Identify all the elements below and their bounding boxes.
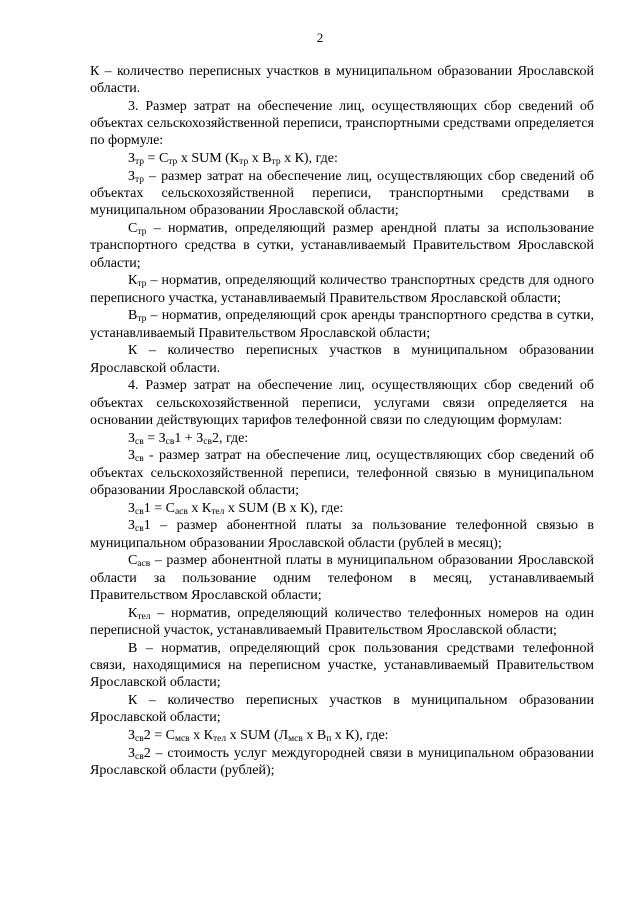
paragraph-text: К – количество переписных участков в муниципальном образовании Ярославской области. — [90, 343, 594, 376]
subscript: тр — [135, 175, 145, 185]
paragraph-text: К – количество переписных участков в муниципальном образовании Ярославской области. — [90, 64, 594, 97]
subscript: тр — [137, 227, 147, 238]
paragraph — [90, 342, 594, 376]
paragraph-text: х SUM (К — [177, 151, 240, 167]
subscript: тел — [213, 733, 227, 744]
paragraph-text: З — [128, 745, 136, 761]
subscript: тр — [137, 314, 147, 325]
paragraph — [90, 447, 594, 499]
paragraph-text: З — [128, 169, 136, 184]
subscript: св — [165, 436, 175, 447]
document-body — [90, 63, 594, 780]
paragraph-text: х В — [248, 151, 272, 167]
paragraph-text: – норматив, определяющий количество транспортных средств для одного переписного участка, устанавливаемый Правительством Ярославской области; — [90, 273, 594, 306]
subscript: св — [135, 733, 144, 744]
subscript: тр — [168, 157, 178, 168]
paragraph-text: – размер затрат на обеспечение лиц, осуществляющих сбор сведений об объектах сельскохозяйственной переписи, транспортными средствами в муниципальном образовании Ярославской области; — [90, 169, 594, 219]
paragraph-text: К — [128, 273, 138, 289]
paragraph-text: З — [128, 518, 136, 534]
subscript: мсв — [174, 733, 190, 744]
subscript: св — [135, 506, 144, 517]
paragraph — [90, 220, 594, 272]
paragraph — [90, 63, 594, 97]
paragraph — [90, 605, 594, 639]
paragraph-text: х В — [302, 727, 327, 743]
paragraph-text: х К), где: — [280, 151, 338, 167]
paragraph — [90, 307, 594, 341]
subscript: св — [135, 436, 144, 447]
paragraph — [90, 500, 594, 517]
subscript: асв — [174, 506, 188, 517]
paragraph-text: З — [128, 151, 136, 167]
subscript: св — [203, 436, 212, 447]
subscript: тр — [135, 157, 145, 168]
paragraph-text: С — [128, 221, 138, 237]
paragraph-text: = С — [144, 151, 169, 167]
paragraph-text: х К — [187, 500, 212, 516]
paragraph-text: В — [128, 308, 138, 324]
paragraph-text: – норматив, определяющий срок аренды транспортного средства в сутки, устанавливаемый Правительством Ярославской области; — [90, 308, 594, 341]
paragraph — [90, 150, 594, 167]
subscript: св — [135, 524, 144, 535]
subscript: тр — [271, 157, 281, 168]
subscript: тр — [239, 157, 249, 168]
paragraph-text: 2, где: — [211, 430, 249, 446]
subscript: п — [326, 733, 332, 744]
page-number: 2 — [316, 30, 324, 45]
subscript: св — [135, 751, 144, 762]
paragraph — [90, 640, 594, 692]
paragraph-text: З — [128, 500, 136, 516]
paragraph-text: В – норматив, определяющий срок пользования средствами телефонной связи, находящимися на переписном участке, устанавливаемый Правительством Ярославской области; — [90, 640, 594, 691]
paragraph — [90, 98, 594, 150]
paragraph-text: х SUM (Л — [226, 727, 289, 743]
paragraph — [90, 552, 594, 604]
paragraph-text: 1 + З — [174, 430, 204, 446]
paragraph — [90, 692, 594, 726]
paragraph — [90, 168, 594, 220]
paragraph-text: 1 = С — [143, 500, 175, 516]
paragraph-text: 4. Размер затрат на обеспечение лиц, осуществляющих сбор сведений об объектах сельскохозяйственной переписи, услугами связи определяется на основании действующих тарифов телефонной связи по следующим формулам: — [90, 378, 594, 428]
paragraph-text: К — [128, 605, 138, 621]
paragraph-text: х К), где: — [331, 727, 389, 743]
paragraph-text: 2 = С — [143, 727, 175, 743]
paragraph-text: З — [128, 727, 136, 743]
paragraph-text: 1 – размер абонентной платы за пользование телефонной связью в муниципальном образовании Ярославской области (рублей в месяц); — [90, 518, 594, 551]
paragraph-text: - размер затрат на обеспечение лиц, осуществляющих сбор сведений об объектах сельскохозяйственной переписи, телефонной связью в муниципальном образовании Ярославской области; — [90, 448, 594, 498]
paragraph-text: К – количество переписных участков в муниципальном образовании Ярославской области; — [90, 692, 594, 726]
paragraph-text: – размер абонентной платы в муниципальном образовании Ярославской области за пользование одним телефоном в месяц, устанавливаемый Правительством Ярославской области; — [90, 553, 594, 603]
paragraph — [90, 517, 594, 551]
paragraph-text: – норматив, определяющий размер арендной платы за использование транспортного средства в сутки, устанавливаемый Правительством Ярославской области; — [90, 221, 594, 271]
paragraph-text: З — [128, 448, 136, 464]
paragraph-text: 3. Размер затрат на обеспечение лиц, осуществляющих сбор сведений об объектах сельскохозяйственной переписи, транспортными средствами определяется по формуле: — [90, 99, 594, 149]
subscript: тел — [137, 611, 151, 622]
paragraph-text: = З — [143, 430, 166, 446]
paragraph-text: 2 – стоимость услуг междугородней связи в муниципальном образовании Ярославской области (рублей); — [90, 745, 594, 778]
paragraph-text: – норматив, определяющий количество телефонных номеров на один переписной участок, устанавливаемый Правительством Ярославской области; — [90, 605, 594, 638]
paragraph-text: С — [128, 553, 138, 569]
paragraph — [90, 377, 594, 429]
subscript: асв — [137, 559, 151, 570]
paragraph-text: З — [128, 430, 136, 446]
paragraph — [90, 745, 594, 779]
subscript: тр — [137, 279, 147, 290]
paragraph-text: х К — [189, 727, 214, 743]
subscript: св — [135, 454, 144, 465]
subscript: тел — [211, 506, 225, 517]
paragraph — [90, 272, 594, 306]
paragraph-text: х SUM (В х К), где: — [224, 500, 344, 516]
paragraph — [90, 430, 594, 447]
paragraph — [90, 727, 594, 744]
subscript: мсв — [288, 733, 303, 744]
